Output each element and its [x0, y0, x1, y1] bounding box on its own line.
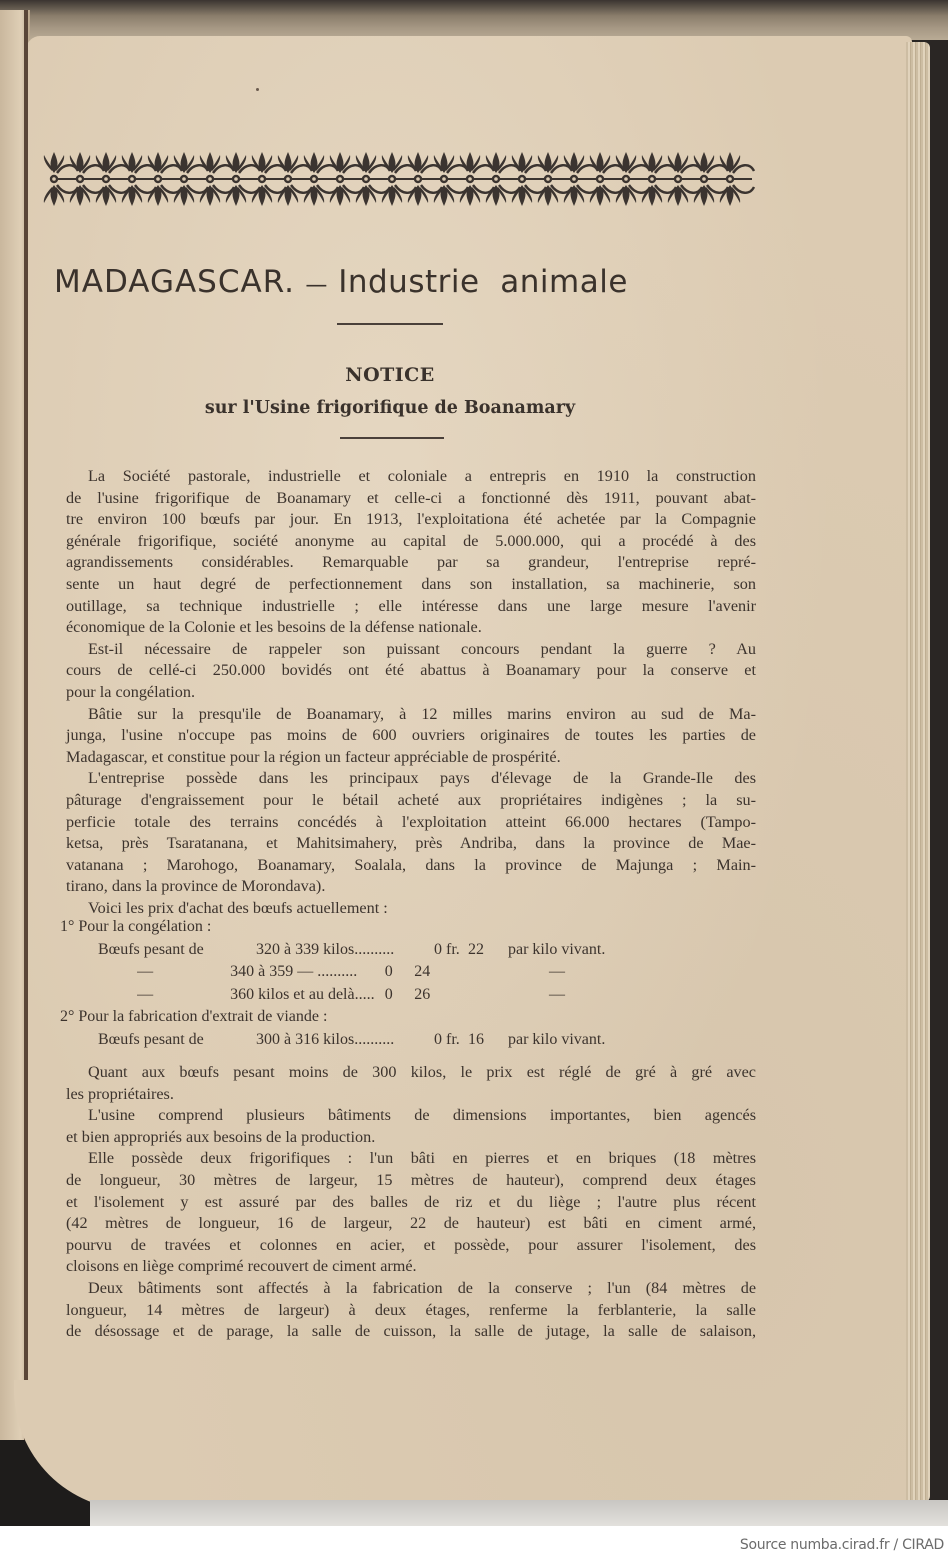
- fleuron-ornament-border: [42, 148, 758, 210]
- notice-heading: NOTICE: [345, 364, 435, 386]
- page-stack-edges: [906, 42, 930, 1502]
- text-line: pâturage d'engraissement pour le bétail acheté aux propriétaires indigènes ; la su-: [66, 790, 756, 809]
- price-unit: par kilo vivant.: [508, 940, 606, 958]
- price-unit: par kilo vivant.: [508, 1030, 606, 1048]
- source-credit: Source numba.cirad.fr / CIRAD: [739, 1537, 944, 1553]
- article-body-continued: [44, 1062, 756, 1343]
- text-line: économique de la Colonie et les besoins de la défense nationale.: [66, 618, 482, 637]
- subheading-rule: [340, 437, 444, 439]
- text-line: cours de cellé-ci 250.000 bovidés ont été abattus à Boanamary pour la conserve et: [66, 661, 756, 680]
- price-cents: 16: [468, 1030, 484, 1048]
- weight-label: —: [137, 963, 154, 981]
- price-unit: —: [548, 985, 565, 1003]
- weight-label: Bœufs pesant de: [98, 1030, 204, 1048]
- text-line: pour la congélation.: [66, 682, 196, 701]
- text-line: Deux bâtiments sont affectés à la fabrication de la conserve ; l'un (84 mètres de: [88, 1278, 756, 1297]
- book-gutter: [24, 10, 28, 1470]
- paragraph-6: [44, 1062, 756, 1105]
- text-line: agrandissements considérables. Remarquable par sa grandeur, l'entreprise repré-: [66, 553, 756, 572]
- paragraph-1: [44, 466, 756, 639]
- price-row: [60, 984, 740, 1007]
- price-francs: 0 fr.: [434, 940, 460, 958]
- weight-range: 340 à 359 — ..........: [230, 963, 358, 981]
- paragraph-2: [44, 639, 756, 704]
- text-line: générale frigorifique, société anonyme au capital de 5.000.000, qui a procédé à des: [66, 531, 756, 550]
- weight-range: 360 kilos et au delà.....: [230, 985, 375, 1003]
- notice-subheading: sur l'Usine frigorifique de Boanamary: [204, 398, 576, 418]
- paragraph-9: [44, 1278, 756, 1343]
- paragraph-3: [44, 704, 756, 769]
- text-line: de l'usine frigorifique de Boanamary et celle-ci a fonctionné dès 1911, pouvant abat-: [66, 488, 756, 507]
- text-line: outillage, sa technique industrielle ; elle intéresse dans une large mesure l'avenir: [66, 596, 756, 615]
- text-line: cloisons en liège comprimé recouvert de ciment armé.: [66, 1257, 417, 1276]
- price-cents: 26: [414, 985, 431, 1003]
- book-top-edge: [0, 0, 948, 40]
- price-francs: 0: [384, 963, 393, 981]
- price-table: [60, 894, 740, 1052]
- text-line: sente un haut degré de perfectionnement dans son installation, sa machinerie, son: [66, 574, 756, 593]
- text-line: et bien appropriés aux besoins de la production.: [66, 1127, 376, 1146]
- price-cents: 24: [414, 963, 431, 981]
- text-line: longueur, 14 mètres de largeur) à deux étages, renferme la ferblanterie, la salle: [66, 1300, 756, 1319]
- text-line: Madagascar, et constitue pour la région un facteur appréciable de prospérité.: [66, 747, 561, 766]
- weight-range: 300 à 316 kilos..........: [256, 1030, 395, 1048]
- text-line: L'entreprise possède dans les principaux pays d'élevage de la Grande-Ile des: [88, 769, 756, 788]
- text-line: tirano, dans la province de Morondava).: [66, 877, 326, 896]
- text-line: Bâtie sur la presqu'ile de Boanamary, à 12 milles marins environ au sud de Ma-: [88, 704, 756, 723]
- price-section-2-heading: [60, 1006, 740, 1029]
- text-line: Voici les prix d'achat des bœufs actuellement :: [88, 898, 388, 917]
- section-label: 1° Pour la congélation :: [60, 918, 212, 935]
- text-line: perficie totale des terrains concédés à l'exploitation atteint 66.000 hectares (Tampo-: [66, 812, 756, 831]
- price-section-1-heading: [60, 916, 740, 939]
- text-line: de désossage et de parage, la salle de cuisson, la salle de jutage, la salle de salaison,: [66, 1322, 756, 1341]
- text-line: pourvu de travées et colonnes en acier, et possède, pour assurer l'isolement, des: [66, 1235, 756, 1254]
- text-line: vatanana ; Marohogo, Boanamary, Soalala, dans la province de Majunga ; Main-: [66, 855, 756, 874]
- weight-label: Bœufs pesant de: [98, 940, 204, 958]
- text-line: tre environ 100 bœufs par jour. En 1913, l'exploitationa été achetée par la Compagnie: [66, 510, 756, 529]
- price-row: [60, 939, 740, 962]
- weight-range: 320 à 339 kilos..........: [256, 940, 395, 958]
- text-line: L'usine comprend plusieurs bâtiments de dimensions importantes, bien agencés: [88, 1106, 756, 1125]
- text-line: Est-il nécessaire de rappeler son puissant concours pendant la guerre ? Au: [88, 639, 756, 658]
- text-line: Quant aux bœufs pesant moins de 300 kilos, le prix est réglé de gré à gré avec: [88, 1063, 756, 1081]
- price-francs: 0: [384, 985, 393, 1003]
- price-francs: 0 fr.: [434, 1030, 460, 1048]
- price-unit: —: [548, 963, 565, 981]
- scan-shadow: [90, 1500, 948, 1526]
- weight-label: —: [137, 985, 154, 1003]
- text-line: et l'isolement y est assuré par des balles de riz et du liège ; l'autre plus récent: [66, 1192, 756, 1211]
- paragraph-8: [44, 1148, 756, 1278]
- price-row: [60, 961, 740, 984]
- title-rule: [337, 323, 443, 325]
- text-line: ketsa, près Tsaratanana, et Mahitsimahery, près Andriba, dans la province de Mae-: [66, 834, 756, 853]
- text-line: les propriétaires.: [66, 1084, 174, 1103]
- page-title: [54, 264, 754, 300]
- price-row: [60, 1029, 740, 1052]
- section-label: 2° Pour la fabrication d'extrait de viande :: [60, 1008, 328, 1026]
- price-cents: 22: [468, 940, 484, 958]
- title-dash: —: [305, 273, 328, 298]
- text-line: junga, l'usine n'occupe pas moins de 600 ouvriers originaires de toutes les parties de: [66, 726, 756, 745]
- text-line: La Société pastorale, industrielle et coloniale a entrepris en 1910 la construction: [88, 467, 756, 485]
- paragraph-7: [44, 1105, 756, 1148]
- text-line: (42 mètres de longueur, 16 de largeur, 22 de hauteur) est bâti en ciment armé,: [66, 1214, 756, 1233]
- ink-speck: [256, 88, 259, 91]
- title-main: MADAGASCAR.: [54, 264, 295, 300]
- text-line: Elle possède deux frigorifiques : l'un bâti en pierres et en briques (18 mètres: [88, 1149, 756, 1168]
- text-line: de longueur, 30 mètres de largeur, 15 mètres de hauteur), comprend deux étages: [66, 1170, 756, 1189]
- article-body: [44, 466, 756, 919]
- paragraph-4: [44, 768, 756, 898]
- title-sub: Industrie animale: [338, 264, 628, 300]
